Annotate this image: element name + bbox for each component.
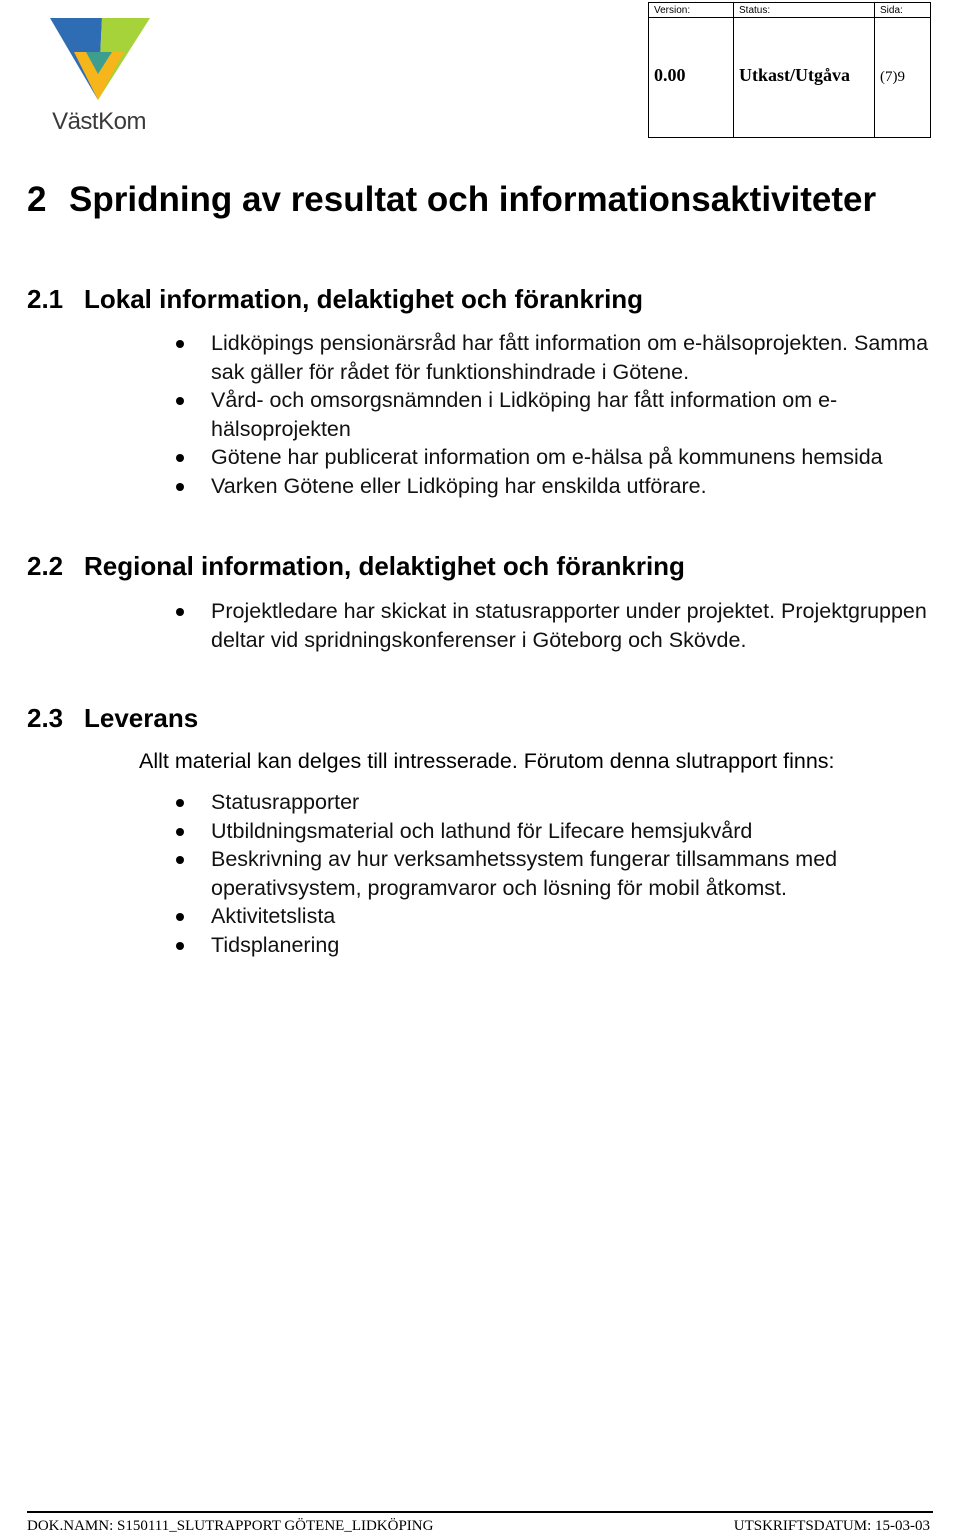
section-2-3-number: 2.3 xyxy=(27,703,64,733)
section-2-3-heading xyxy=(27,703,198,734)
section-2-number: 2 xyxy=(27,180,47,219)
vastkom-logo-mark xyxy=(42,12,156,108)
list-item: Aktivitetslista xyxy=(0,902,931,931)
meta-version-value: 0.00 xyxy=(654,65,686,85)
list-item: Tidsplanering xyxy=(0,931,931,960)
meta-version-cell xyxy=(649,3,733,137)
meta-status-value: Utkast/Utgåva xyxy=(739,65,850,85)
meta-page-value: (7)9 xyxy=(880,69,905,85)
meta-status-label: Status: xyxy=(734,3,875,18)
list-item: Varken Götene eller Lidköping har enskilda utförare. xyxy=(0,472,931,501)
list-item: Vård- och omsorgsnämnden i Lidköping har fått information om e-hälsoprojekten xyxy=(0,386,931,443)
vastkom-logo xyxy=(42,12,156,134)
list-item: Projektledare har skickat in statusrapporter under projektet. Projektgruppen deltar vid spridningskonferenser i Göteborg och Skövde. xyxy=(0,597,931,654)
section-2-3-intro: Allt material kan delges till intresserade. Förutom denna slutrapport finns: xyxy=(139,749,835,773)
list-item: Beskrivning av hur verksamhetssystem fungerar tillsammans med operativsystem, programvaror och lösning för mobil åtkomst. xyxy=(0,845,931,902)
list-item: Lidköpings pensionärsråd har fått information om e-hälsoprojekten. Samma sak gäller för rådet för funktionshindrade i Götene. xyxy=(0,329,931,386)
section-2-2-title: Regional information, delaktighet och förankring xyxy=(84,551,685,581)
meta-version-label: Version: xyxy=(649,3,733,18)
list-item: Utbildningsmaterial och lathund för Lifecare hemsjukvård xyxy=(0,817,931,846)
section-2-3-bullet-list xyxy=(0,788,931,959)
section-2-title: Spridning av resultat och informationsaktiviteter xyxy=(69,180,877,219)
section-2-2-bullet-list xyxy=(0,597,931,654)
list-item: Götene har publicerat information om e-hälsa på kommunens hemsida xyxy=(0,443,931,472)
section-2-heading xyxy=(27,180,876,220)
document-meta-table xyxy=(648,2,931,138)
meta-page-cell xyxy=(874,3,930,137)
section-2-2-heading xyxy=(27,551,685,582)
meta-status-cell xyxy=(733,3,875,137)
footer-document-name: DOK.NAMN: S150111_SLUTRAPPORT GÖTENE_LIDKÖPING xyxy=(27,1518,434,1534)
section-2-1-title: Lokal information, delaktighet och förankring xyxy=(84,284,644,314)
section-2-1-heading xyxy=(27,284,643,315)
footer-print-date: UTSKRIFTSDATUM: 15-03-03 xyxy=(733,1518,930,1534)
section-2-1-bullet-list xyxy=(0,329,931,500)
footer-divider xyxy=(27,1511,933,1513)
section-2-3-title: Leverans xyxy=(84,703,199,733)
list-item: Statusrapporter xyxy=(0,788,931,817)
meta-page-label: Sida: xyxy=(875,3,930,18)
logo-text: VästKom xyxy=(52,108,146,135)
section-2-1-number: 2.1 xyxy=(27,284,64,314)
section-2-2-number: 2.2 xyxy=(27,551,64,581)
